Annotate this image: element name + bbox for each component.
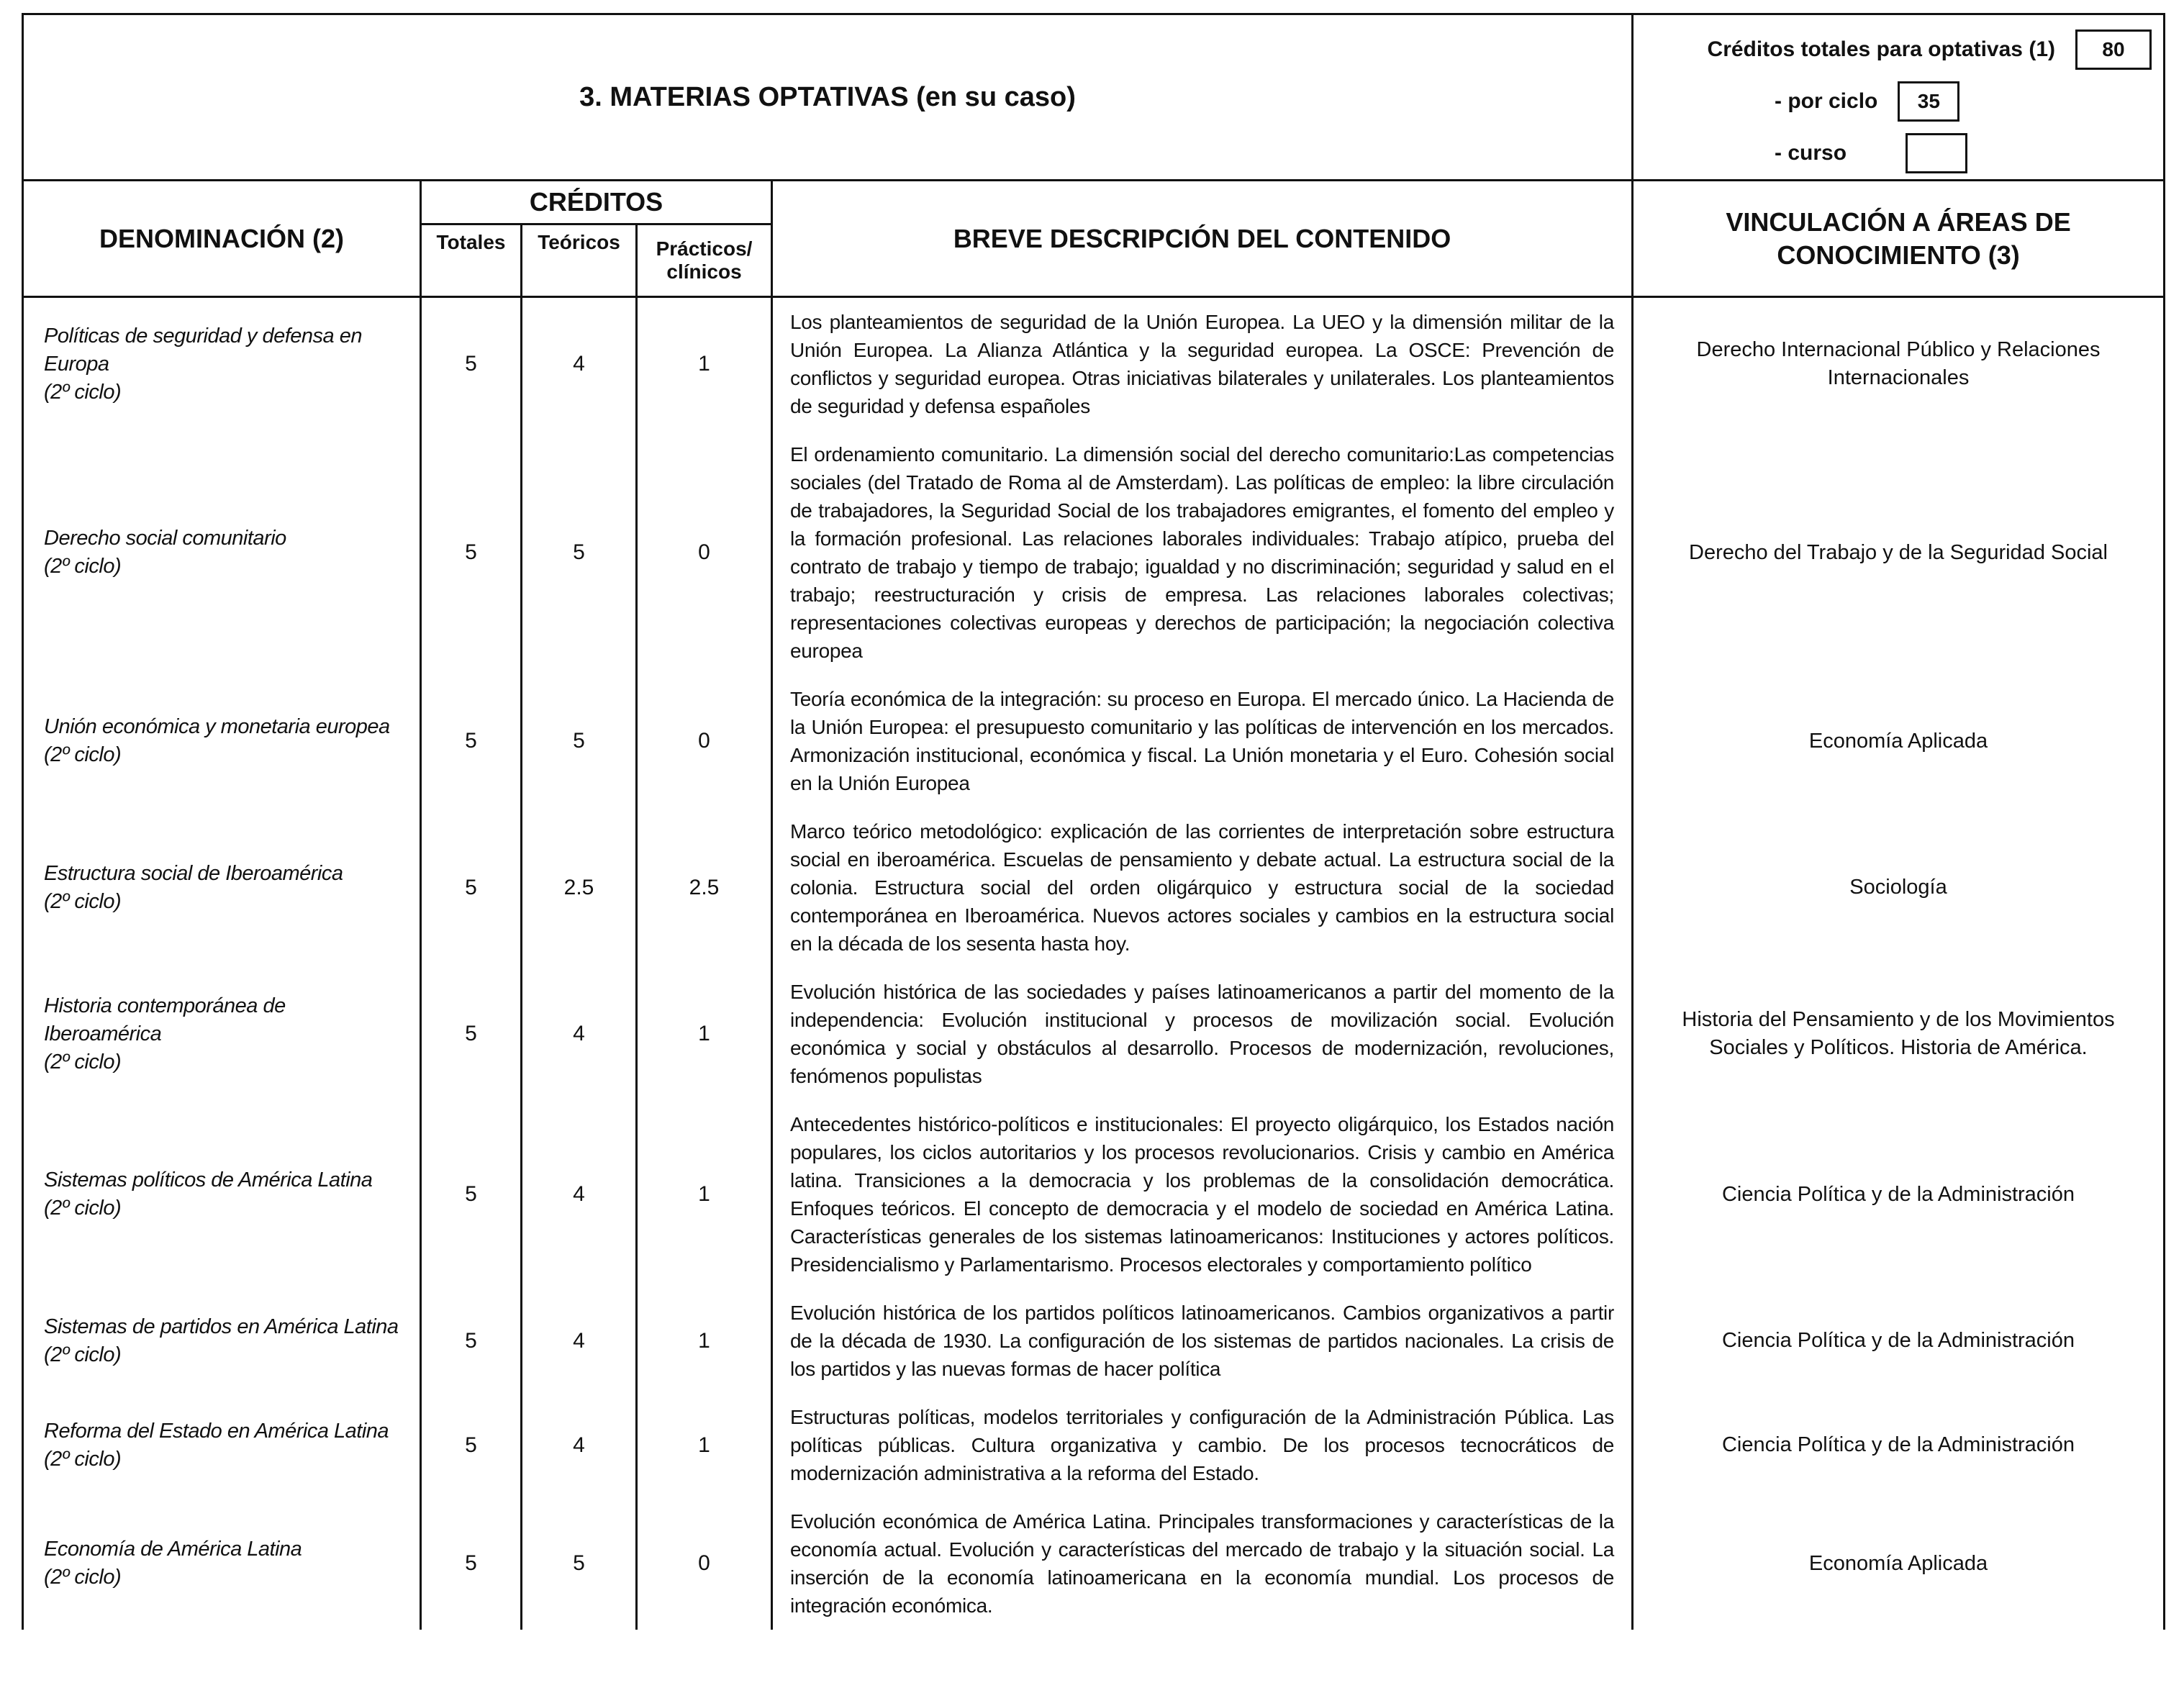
credits-teoricos: 5: [522, 1497, 637, 1630]
credits-teoricos: 4: [522, 968, 637, 1100]
subject-row: [23, 1497, 2165, 1630]
credits-practicos: 1: [637, 1289, 772, 1393]
subject-name-cell: [23, 968, 421, 1100]
subject-name: Derecho social comunitario: [44, 527, 286, 550]
creditos-header: CRÉDITOS: [421, 181, 772, 224]
column-header-table: [22, 181, 2165, 298]
subject-description: Evolución histórica de las sociedades y países latinoamericanos a partir del momento de la independencia: Evolución institucional y procesos de movilización social. Evolución económica y social y obstáculos al desarrollo. Procesos de modernización, revoluciones, fenómenos populistas: [772, 968, 1633, 1100]
subject-cycle: (2º ciclo): [44, 380, 122, 404]
credits-teoricos: 5: [522, 675, 637, 807]
credits-total-line: [1645, 24, 2152, 76]
subject-name: Políticas de seguridad y defensa en Europa: [44, 324, 362, 376]
practicos-header: Prácticos/ clínicos: [637, 224, 772, 297]
subject-description: Antecedentes histórico-políticos e institucionales: El proyecto oligárquico, los Estados nación populares, los ciclos autoritarios y los procesos revolucionarios. Crisis y cambio en América latina. Transiciones a la democracia y los problemas de la consolidación democrática. Enfoques teóricos. El concepto de democracia y el modelo de sociedad en América Latina. Características generales de los sistemas latinoamericanos: Instituciones y actores políticos. Presidencialismo y Parlamentarismo. Procesos electorales y comportamiento político: [772, 1100, 1633, 1289]
credits-practicos: 1: [637, 298, 772, 430]
credits-totales: 5: [421, 430, 522, 675]
subject-description: Teoría económica de la integración: su proceso en Europa. El mercado único. La Hacienda de la Unión Europea: el presupuesto comunitario y las políticas de intervención en los mercados. Armonización institucional, económica y fiscal. La Unión monetaria y el Euro. Cohesión social en la Unión Europea: [772, 675, 1633, 807]
credits-practicos: 2.5: [637, 807, 772, 968]
subject-name-cell: [23, 1393, 421, 1497]
subject-row: [23, 298, 2165, 430]
subject-row: [23, 1289, 2165, 1393]
subject-name: Estructura social de Iberoamérica: [44, 861, 343, 885]
subject-description: Estructuras políticas, modelos territoriales y configuración de la Administración Pública. Las políticas públicas. Cultura organizativa y cambio. De los procesos tecnocráticos de modernización administrativa a la reforma del Estado.: [772, 1393, 1633, 1497]
credits-teoricos: 5: [522, 430, 637, 675]
credits-practicos: 0: [637, 430, 772, 675]
knowledge-area: Sociología: [1633, 807, 2165, 968]
subject-description: Los planteamientos de seguridad de la Unión Europea. La UEO y la dimensión militar de la Unión Europea. La Alianza Atlántica y la seguridad europea. La OSCE: Prevención de conflictos y seguridad europea. Otras iniciativas bilaterales y unilaterales. Los planteamientos de seguridad y defensa españoles: [772, 298, 1633, 430]
subject-description: Evolución histórica de los partidos políticos latinoamericanos. Cambios organizativos a partir de la década de 1930. La configuración de los sistemas de partidos nacionales. La crisis de los partidos y las nuevas formas de hacer política: [772, 1289, 1633, 1393]
subject-row: [23, 968, 2165, 1100]
credits-practicos: 1: [637, 968, 772, 1100]
subject-name-cell: [23, 1289, 421, 1393]
subject-row: [23, 675, 2165, 807]
subject-name: Reforma del Estado en América Latina: [44, 1419, 389, 1443]
subject-name-cell: [23, 1100, 421, 1289]
credits-practicos: 0: [637, 675, 772, 807]
credits-totales: 5: [421, 807, 522, 968]
subject-name: Sistemas políticos de América Latina: [44, 1168, 373, 1192]
subject-name: Historia contemporánea de Iberoamérica: [44, 994, 286, 1045]
subject-description: El ordenamiento comunitario. La dimensión social del derecho comunitario:Las competencias sociales (del Tratado de Roma al de Amsterdam). Las políticas de empleo: la libre circulación de trabajadores, la Seguridad Social de los trabajadores emigrantes, el fomento del empleo y la formación profesional. Las relaciones laborales individuales: Trabajo atípico, prueba del contrato de trabajo y tiempo de trabajo; igualdad y no discriminación; seguridad y salud en el trabajo; reestructuración y crisis de empresa. Las relaciones laborales colectivas; representaciones colectivas europeas y derechos de participación; la negociación colectiva europea: [772, 430, 1633, 675]
per-cycle-box: 35: [1898, 81, 1959, 122]
subject-name-cell: [23, 1497, 421, 1630]
subject-name-cell: [23, 675, 421, 807]
knowledge-area: Ciencia Política y de la Administración: [1633, 1289, 2165, 1393]
subject-cycle: (2º ciclo): [44, 743, 122, 766]
course-box: [1906, 133, 1967, 173]
credits-totales: 5: [421, 1100, 522, 1289]
knowledge-area: Ciencia Política y de la Administración: [1633, 1100, 2165, 1289]
subject-row: [23, 807, 2165, 968]
subject-row: [23, 1393, 2165, 1497]
subject-name: Economía de América Latina: [44, 1538, 302, 1561]
credits-practicos: 1: [637, 1100, 772, 1289]
subject-row: [23, 430, 2165, 675]
vinculacion-header: VINCULACIÓN A ÁREAS DE CONOCIMIENTO (3): [1633, 181, 2165, 297]
credits-teoricos: 4: [522, 1289, 637, 1393]
per-cycle-line: [1645, 76, 2152, 127]
credits-total-label: Créditos totales para optativas (1): [1707, 37, 2055, 61]
credits-practicos: 1: [637, 1393, 772, 1497]
credits-practicos: 0: [637, 1497, 772, 1630]
course-label: - curso: [1775, 141, 1847, 165]
header-table: [22, 13, 2165, 181]
knowledge-area: Historia del Pensamiento y de los Movimientos Sociales y Políticos. Historia de América.: [1633, 968, 2165, 1100]
subject-description: Marco teórico metodológico: explicación de las corrientes de interpretación sobre estructura social en iberoamérica. Escuelas de pensamiento y debate actual. La estructura social de la colonia. Estructura social del orden oligárquico y estructura social de la sociedad contemporánea en Iberoamérica. Nuevos actores sociales y cambios en la estructura social en la década de los sesenta hasta hoy.: [772, 807, 1633, 968]
credits-teoricos: 4: [522, 1393, 637, 1497]
credits-totales: 5: [421, 675, 522, 807]
course-line: [1645, 127, 2152, 179]
credits-total-box: 80: [2075, 29, 2152, 70]
credits-teoricos: 2.5: [522, 807, 637, 968]
knowledge-area: Ciencia Política y de la Administración: [1633, 1393, 2165, 1497]
credits-summary: [1633, 14, 2165, 181]
section-title: 3. MATERIAS OPTATIVAS (en su caso): [23, 14, 1633, 181]
document-page: [22, 13, 2163, 1630]
subject-cycle: (2º ciclo): [44, 1050, 122, 1074]
subject-cycle: (2º ciclo): [44, 1447, 122, 1471]
credits-teoricos: 4: [522, 1100, 637, 1289]
subject-name-cell: [23, 807, 421, 968]
credits-totales: 5: [421, 298, 522, 430]
denominacion-header: DENOMINACIÓN (2): [23, 181, 421, 297]
knowledge-area: Economía Aplicada: [1633, 1497, 2165, 1630]
credits-teoricos: 4: [522, 298, 637, 430]
credits-totales: 5: [421, 1393, 522, 1497]
credits-totales: 5: [421, 968, 522, 1100]
knowledge-area: Derecho del Trabajo y de la Seguridad Social: [1633, 430, 2165, 675]
totales-header: Totales: [421, 224, 522, 297]
subject-cycle: (2º ciclo): [44, 1197, 122, 1220]
subject-cycle: (2º ciclo): [44, 889, 122, 913]
credits-totales: 5: [421, 1289, 522, 1393]
subject-name: Sistemas de partidos en América Latina: [44, 1315, 399, 1338]
subject-name: Unión económica y monetaria europea: [44, 715, 390, 738]
subject-cycle: (2º ciclo): [44, 1566, 122, 1589]
knowledge-area: Economía Aplicada: [1633, 675, 2165, 807]
subjects-table: [22, 298, 2165, 1630]
subject-row: [23, 1100, 2165, 1289]
subject-name-cell: [23, 298, 421, 430]
subject-cycle: (2º ciclo): [44, 555, 122, 578]
credits-totales: 5: [421, 1497, 522, 1630]
knowledge-area: Derecho Internacional Público y Relaciones Internacionales: [1633, 298, 2165, 430]
subject-name-cell: [23, 430, 421, 675]
subject-cycle: (2º ciclo): [44, 1343, 122, 1366]
subject-description: Evolución económica de América Latina. Principales transformaciones y características de la economía actual. Evolución y características del mercado de trabajo y la situación social. La inserción de la economía latinoamericana en la economía mundial. Los procesos de integración económica.: [772, 1497, 1633, 1630]
per-cycle-label: - por ciclo: [1775, 89, 1878, 113]
teoricos-header: Teóricos: [522, 224, 637, 297]
descripcion-header: BREVE DESCRIPCIÓN DEL CONTENIDO: [772, 181, 1633, 297]
